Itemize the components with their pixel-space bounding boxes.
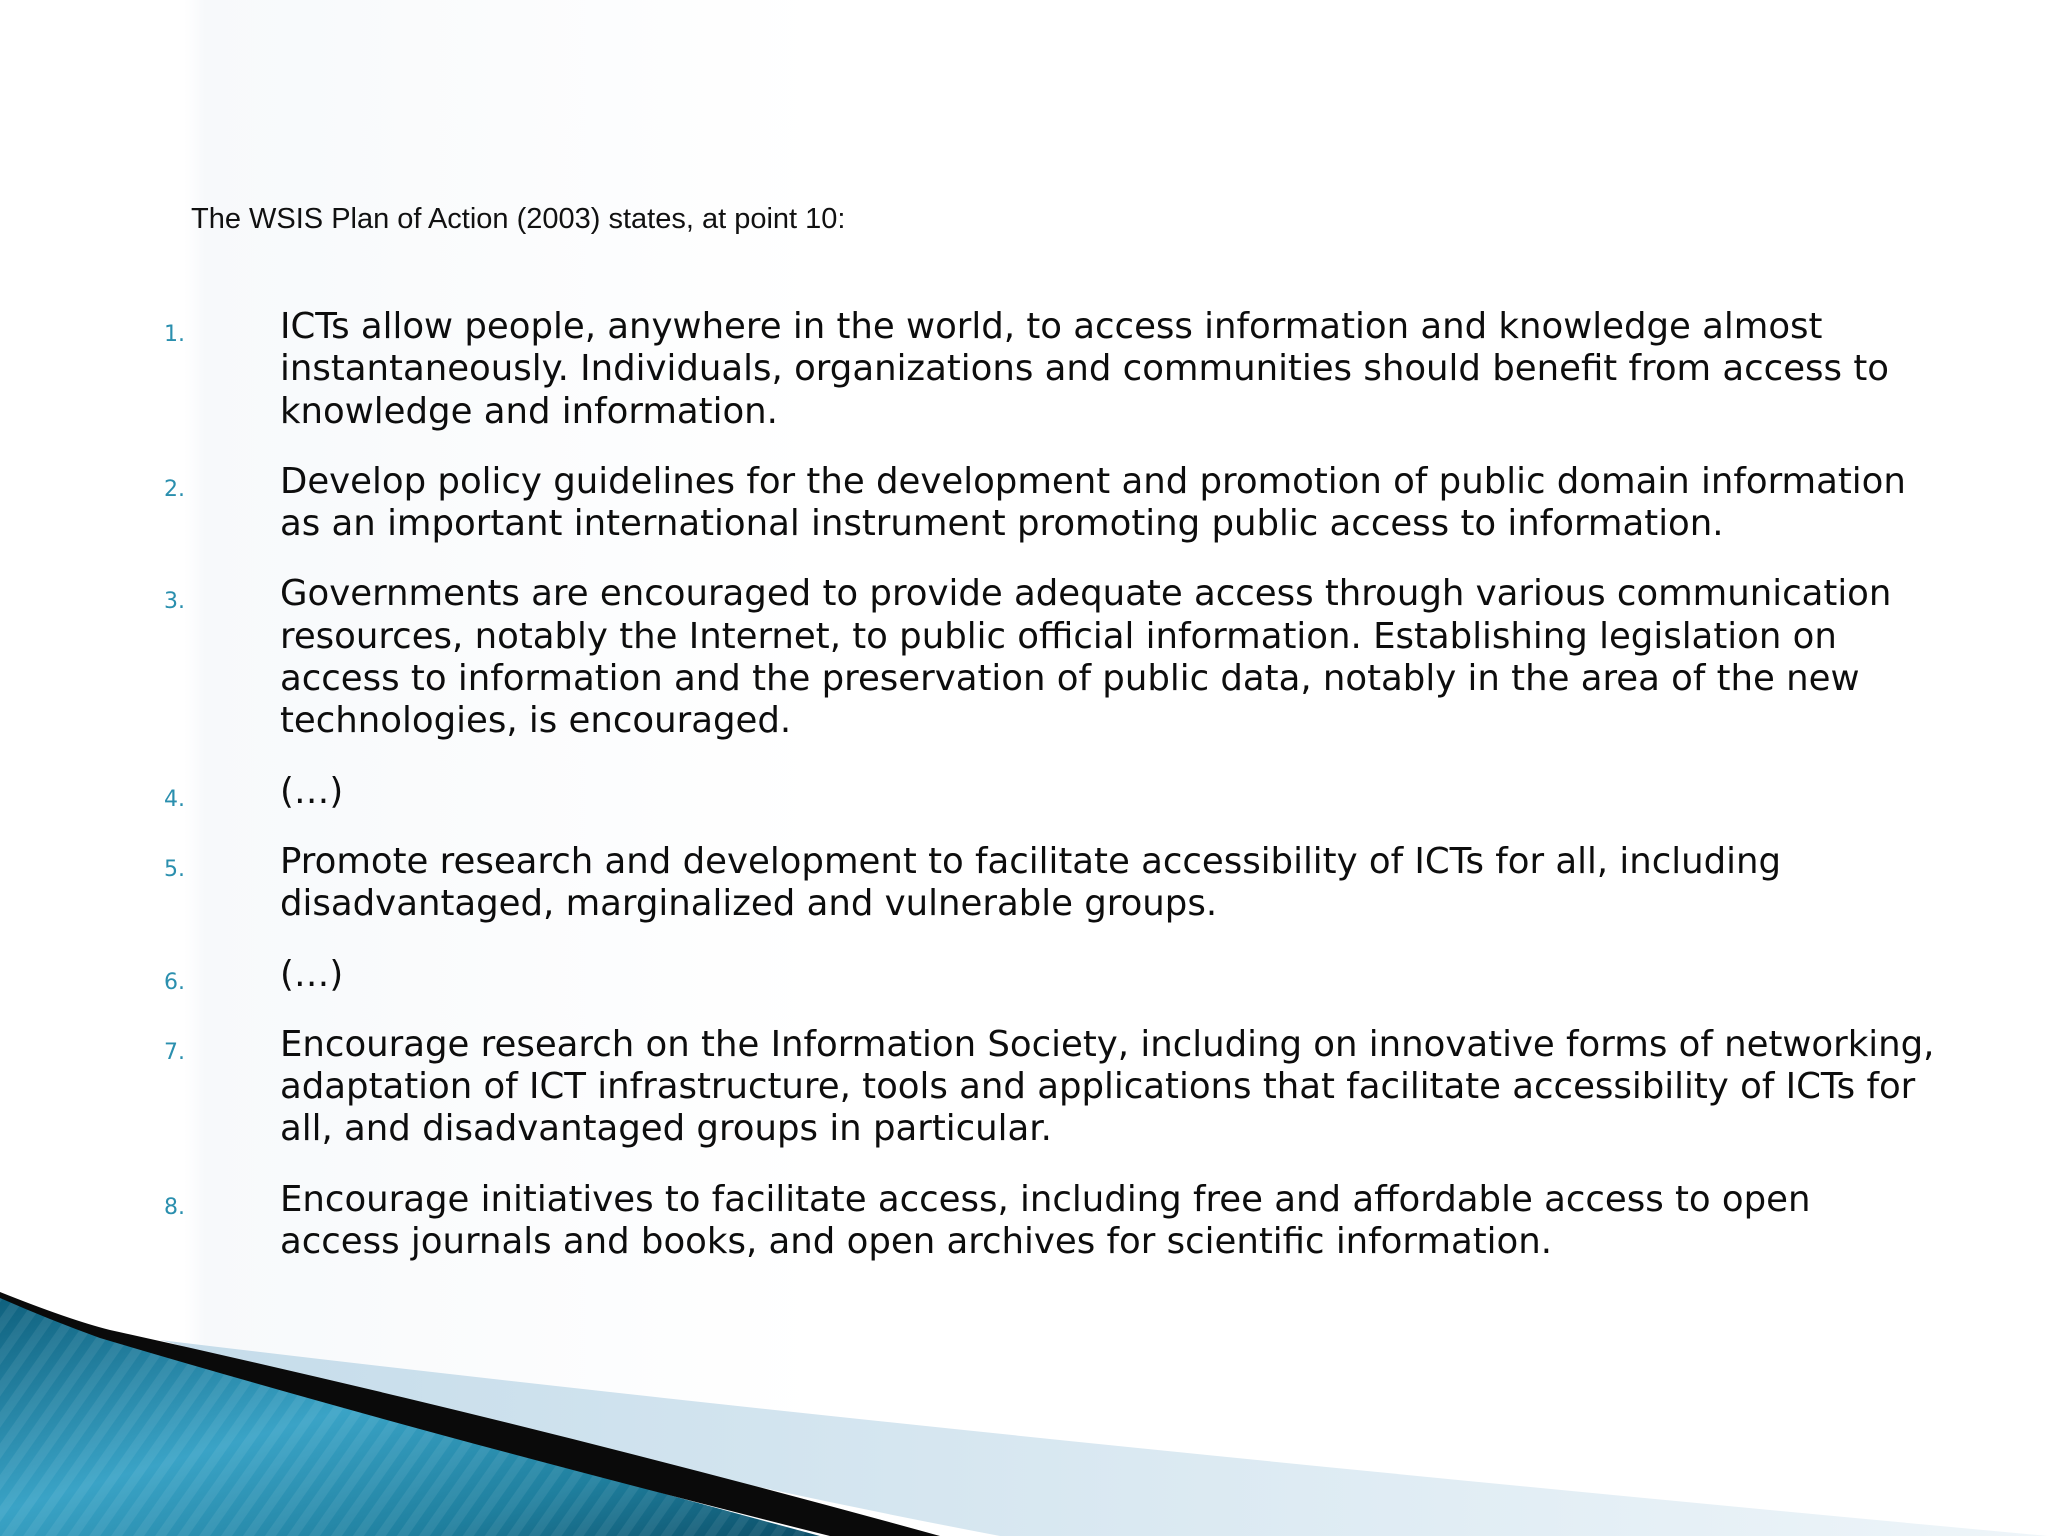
- list-item-text: Encourage initiatives to facilitate access, including free and affordable access to open access journals and books, and open archives for scientific information.: [280, 1178, 1811, 1263]
- list-item-number: 7.: [164, 1039, 185, 1065]
- list-item-2: [0, 461, 2048, 546]
- list-item-number: 6.: [164, 969, 185, 995]
- list-item-3: [0, 573, 2048, 742]
- list-item-text: ICTs allow people, anywhere in the world, to access information and knowledge almost instantaneously. Individuals, organizations and communities should benefit from access to knowledge and information.: [280, 306, 1889, 432]
- list-item-1: [0, 306, 2048, 433]
- list-item-number: 4.: [164, 786, 185, 812]
- list-item-7: [0, 1024, 2048, 1151]
- list-item-8: [0, 1179, 2048, 1264]
- list-item-text: Encourage research on the Information Society, including on innovative forms of networking, adaptation of ICT infrastructure, tools and applications that facilitate accessibility of ICTs for all, and disadvantaged groups in particular.: [280, 1023, 1935, 1150]
- list-item-6: [0, 954, 2048, 996]
- list-item-text: Develop policy guidelines for the development and promotion of public domain information as an important international instrument promoting public access to information.: [280, 460, 1906, 545]
- list-item-text: Governments are encouraged to provide adequate access through various communication resources, notably the Internet, to public official information. Establishing legislation on access to information and the preservation of public data, notably in the area of the new technologies, is encouraged.: [280, 573, 1892, 742]
- list-item-number: 8.: [164, 1194, 185, 1220]
- list-item-number: 5.: [164, 856, 185, 882]
- list-item-text: (…): [280, 770, 344, 812]
- list-item-text: (…): [280, 953, 344, 995]
- list-item-number: 3.: [164, 589, 185, 615]
- list-item-text: Promote research and development to facilitate accessibility of ICTs for all, including disadvantaged, marginalized and vulnerable groups.: [280, 840, 1782, 925]
- list-item-5: [0, 841, 2048, 926]
- list-item-number: 1.: [164, 322, 185, 347]
- intro-text: The WSIS Plan of Action (2003) states, at point 10:: [191, 203, 846, 235]
- list-item-number: 2.: [164, 476, 185, 502]
- list-item-4: [0, 771, 2048, 813]
- numbered-points-list: [0, 306, 2048, 1291]
